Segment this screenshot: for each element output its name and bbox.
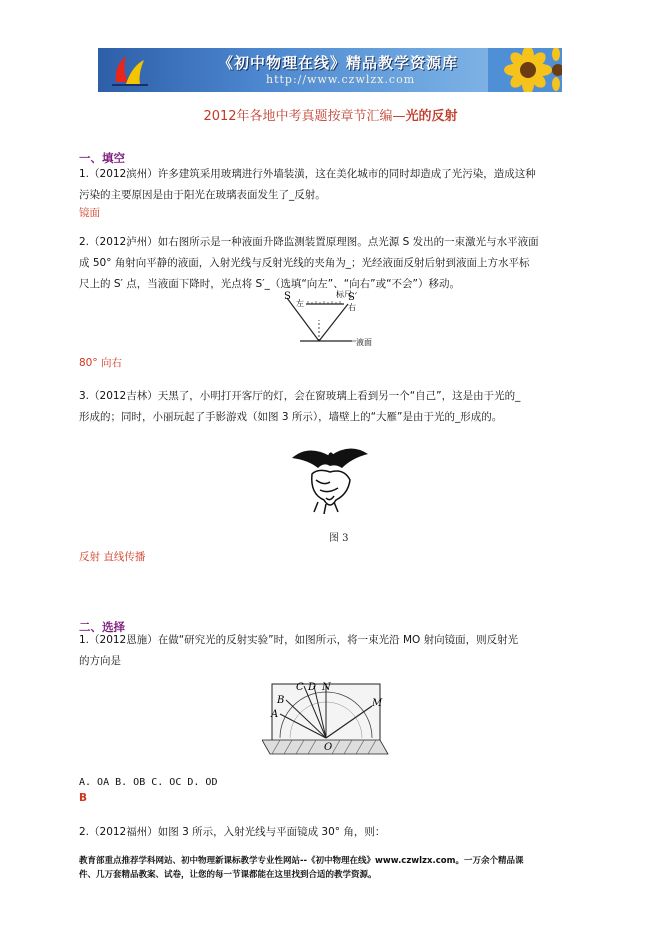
banner-site-name: 《初中物理在线》精品教学资源库 [218, 54, 459, 72]
question-3 [79, 386, 584, 428]
footer-line-2: 件、几万套精品教案、试卷，让您的每一节课都能在这里找到合适的教学资源。 [79, 870, 377, 880]
hand-shadow-figure [290, 440, 370, 522]
figure-label-n: N [322, 682, 331, 693]
figure-label-scale: 标尺 [336, 290, 352, 299]
question-2-line-1: 2.（2012泸州）如右图所示是一种液面升降监测装置原理图。点光源 S 发出的一束激光与水平液面 [79, 236, 539, 248]
figure-label-liquid: 液面 [356, 338, 372, 347]
figure-label-m: M [372, 698, 383, 709]
answer-2: 80° 向右 [79, 357, 122, 369]
figure-label-s-prime: S′ [348, 292, 358, 303]
answer-3: 反射 直线传播 [79, 551, 146, 563]
question-5 [79, 822, 584, 843]
site-banner [98, 48, 562, 92]
section-heading-fill-blank: 一、填空 [79, 151, 125, 165]
question-1 [79, 164, 584, 206]
figure-label-a: A [271, 709, 279, 720]
question-3-line-1: 3.（2012吉林）天黑了，小明打开客厅的灯，会在窗玻璃上看到另一个“自己”，这是由于光的_ [79, 390, 521, 402]
figure-label-s: S [284, 291, 291, 302]
question-4 [79, 630, 584, 672]
site-logo-icon [110, 52, 150, 88]
question-5-line-1: 2.（2012福州）如图 3 所示，入射光线与平面镜成 30° 角，则： [79, 826, 386, 838]
question-4-line-2: 的方向是 [79, 655, 121, 667]
question-3-line-2: 形成的；同时，小丽玩起了手影游戏（如图 3 所示），墙壁上的“大雁”是由于光的_形成的。 [79, 411, 503, 423]
question-4-options: A. OA B. OB C. OC D. OD [79, 777, 218, 788]
figure-label-c: C [296, 682, 304, 693]
figure-label-left: 左 [296, 299, 304, 308]
question-2-line-3: 尺上的 S′ 点，当液面下降时，光点将 S′_（选填“向左”、“向右”或“不会”）移动。 [79, 278, 460, 290]
figure-label-right: 右 [348, 303, 356, 312]
question-2-line-2: 成 50° 角射向平静的液面，入射光线与反射光线的夹角为_；光经液面反射后射到液面上方水平标 [79, 257, 530, 269]
page-footer [79, 854, 599, 882]
sunflower-icon [488, 48, 562, 92]
question-2 [79, 232, 584, 295]
section-heading-choice: 二、选择 [79, 620, 125, 634]
document-title [0, 105, 661, 124]
liquid-level-figure [282, 290, 382, 352]
question-1-line-1: 1.（2012滨州）许多建筑采用玻璃进行外墙装潢，这在美化城市的同时却造成了光污染，造成这种 [79, 168, 536, 180]
footer-line-1: 教育部重点推荐学科网站、初中物理新课标教学专业性网站--《初中物理在线》www.czwlzx.com。一万余个精品课 [79, 856, 524, 866]
document-title-main: 2012年各地中考真题按章节汇编— [203, 109, 406, 124]
figure-label-b: B [277, 695, 285, 706]
answer-1: 镜面 [79, 207, 100, 219]
reflection-experiment-figure [262, 676, 392, 762]
figure-label-o: O [324, 742, 333, 753]
figure-3-caption: 图 3 [329, 533, 349, 544]
figure-label-d: D [308, 682, 317, 693]
document-title-topic: 光的反射 [405, 109, 458, 124]
question-1-line-2: 污染的主要原因是由于阳光在玻璃表面发生了_反射。 [79, 189, 326, 201]
banner-url[interactable]: http://www.czwlzx.com [266, 73, 416, 86]
answer-4: B [79, 792, 88, 804]
question-4-line-1: 1.（2012恩施）在做“研究光的反射实验”时，如图所示，将一束光沿 MO 射向镜面，则反射光 [79, 634, 519, 646]
